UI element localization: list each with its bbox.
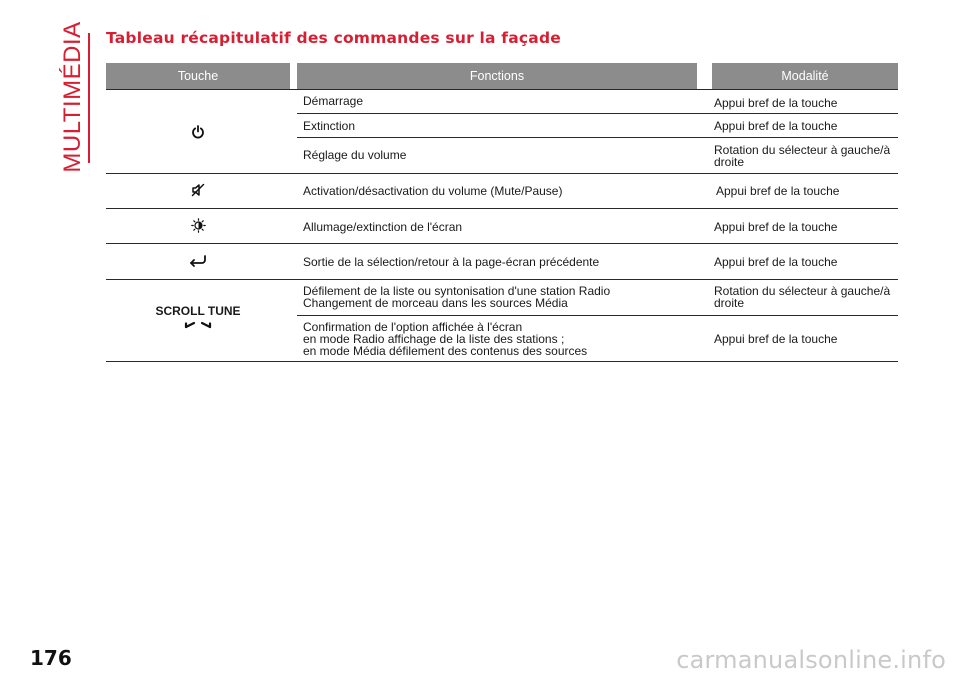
function-mute: Activation/désactivation du volume (Mute/Pause) (303, 184, 563, 198)
function-start: Démarrage (303, 94, 364, 108)
scroll-tune-icon (183, 317, 213, 331)
section-label: MULTIMÉDIA (59, 21, 86, 173)
header-fonctions: Fonctions (297, 63, 697, 89)
function-volume: Réglage du volume (303, 148, 407, 162)
row-divider (297, 137, 898, 138)
function-scroll-line1: Défilement de la liste ou syntonisation d'une station Radio (303, 284, 611, 298)
header-modalite: Modalité (712, 63, 898, 89)
mode-scroll-line1: Rotation du sélecteur à gauche/à (714, 284, 891, 298)
row-divider (106, 173, 898, 174)
function-scroll-line2: Changement de morceau dans les sources Média (303, 296, 568, 310)
back-icon (185, 251, 211, 271)
row-divider (297, 113, 898, 114)
mode-volume-line1: Rotation du sélecteur à gauche/à (714, 143, 891, 157)
page-number: 176 (30, 646, 72, 670)
row-divider (106, 89, 898, 90)
row-divider (106, 361, 898, 362)
mode-screen: Appui bref de la touche (714, 220, 838, 234)
row-divider (106, 208, 898, 209)
function-confirm-line1: Confirmation de l'option affichée à l'écran (303, 320, 523, 334)
function-stop: Extinction (303, 119, 356, 133)
mode-start: Appui bref de la touche (714, 96, 838, 110)
mode-stop: Appui bref de la touche (714, 119, 838, 133)
function-back: Sortie de la sélection/retour à la page-écran précédente (303, 255, 600, 269)
row-divider (106, 279, 898, 280)
page-title: Tableau récapitulatif des commandes sur la façade (106, 29, 561, 47)
controls-table (106, 63, 898, 358)
watermark: carmanualsonline.info (676, 646, 946, 674)
function-screen: Allumage/extinction de l'écran (303, 220, 463, 234)
mode-scroll-line2: droite (714, 296, 745, 310)
mode-volume-line2: droite (714, 155, 745, 169)
mode-back: Appui bref de la touche (714, 255, 838, 269)
mode-confirm: Appui bref de la touche (714, 332, 838, 346)
function-confirm-line2: en mode Radio affichage de la liste des stations ; (303, 332, 565, 346)
section-rule (88, 33, 90, 163)
mute-icon (188, 180, 208, 200)
power-icon (188, 122, 208, 142)
scroll-tune-label: SCROLL TUNE (155, 304, 241, 318)
screen-brightness-icon (188, 215, 208, 235)
row-divider (297, 315, 898, 316)
mode-mute: Appui bref de la touche (716, 184, 840, 198)
function-confirm-line3: en mode Média défilement des contenus des sources (303, 344, 588, 358)
table-header (106, 63, 898, 89)
row-divider (106, 243, 898, 244)
header-touche: Touche (106, 63, 290, 89)
